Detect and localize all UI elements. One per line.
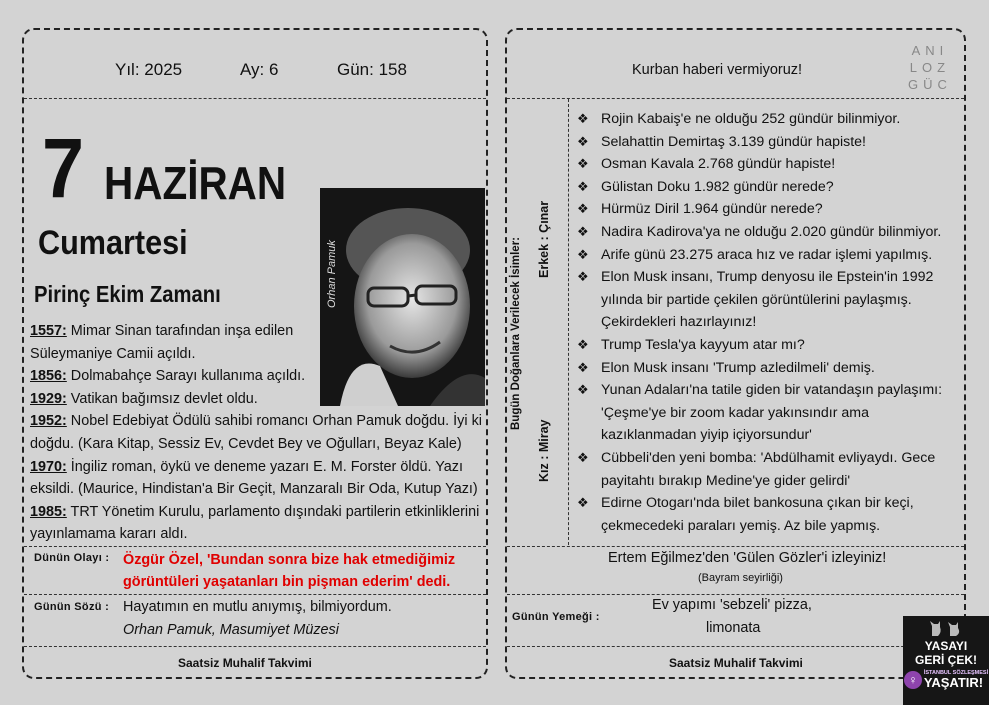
soz-author: Orhan Pamuk, Masumiyet Müzesi (123, 622, 339, 638)
movie-note: (Bayram seyirliği) (698, 572, 783, 584)
left-footer: Saatsiz Muhalif Takvimi (178, 656, 312, 670)
venus-symbol-icon: ♀ (904, 671, 922, 689)
campaign-badge (903, 616, 989, 705)
list-item: ❖ Elon Musk insanı 'Trump azledilmeli' demiş. (573, 357, 958, 380)
day-of-year-label: Gün: 158 (337, 60, 407, 79)
list-item: ❖ Yunan Adaları'na tatile giden bir vatandaşın paylaşımı: 'Çeşme'ye bir zoom kadar yakınsındır ama kazıklanmadan yiyip içiyorsundur' (573, 379, 958, 447)
right-header: Kurban haberi vermiyoruz! (632, 62, 803, 78)
logo-line: LOZ (909, 60, 951, 75)
yemek-line: Ev yapımı 'sebzeli' pizza, (652, 597, 812, 613)
agricultural-note: Pirinç Ekim Zamanı (34, 281, 221, 307)
movie-suggestion: Ertem Eğilmez'den 'Gülen Gözler'i izleyiniz! (608, 550, 887, 566)
divider (507, 546, 964, 547)
event-text: doğdu. (Kara Kitap, Sessiz Ev, Cevdet Bey ve Oğulları, Beyaz Kale) (30, 435, 462, 452)
diamond-bullet-icon: ❖ (577, 359, 589, 375)
boy-name: Erkek : Çınar (537, 200, 551, 278)
event-text: Nobel Edebiyat Ödülü sahibi romancı Orhan Pamuk doğdu. İyi ki (66, 413, 482, 430)
list-item: ❖ Hürmüz Diril 1.964 gündür nerede? (573, 198, 958, 221)
divider (24, 546, 486, 547)
event-year: 1856: (30, 368, 67, 385)
event-text: Dolmabahçe Sarayı kullanıma açıldı. (66, 368, 306, 385)
event-year: 1970: (30, 458, 67, 475)
month-name: HAZİRAN (104, 157, 287, 209)
list-item: ❖ Gülistan Doku 1.982 gündür nerede? (573, 176, 958, 199)
right-footer: Saatsiz Muhalif Takvimi (669, 656, 803, 670)
list-item: ❖ Arife günü 23.275 araca hız ve radar işlemi yapılmış. (573, 244, 958, 267)
year-label: Yıl: 2025 (115, 60, 183, 79)
divider (24, 594, 486, 595)
event-text: Vatikan bağımsız devlet oldu. (66, 390, 258, 407)
weekday: Cumartesi (38, 224, 188, 262)
list-item: ❖ Trump Tesla'ya kayyum atar mı? (573, 334, 958, 357)
news-list (573, 108, 958, 537)
event-year: 1985: (30, 503, 67, 520)
diamond-bullet-icon: ❖ (577, 495, 589, 511)
names-title: Bugün Doğanlara Verilecek İsimler: (510, 236, 522, 430)
diamond-bullet-icon: ❖ (577, 156, 589, 172)
event-text: TRT Yönetim Kurulu, parlamento dışındaki partilerin etkinliklerini (66, 503, 480, 520)
month-label: Ay: 6 (240, 60, 279, 79)
event-text: eksildi. (Maurice, Hindistan'a Bir Geçit, Manzaralı Bir Oda, Kutup Yazı) (30, 481, 478, 498)
list-item: ❖ Rojin Kabaiş'e ne olduğu 252 gündür bilinmiyor. (573, 108, 958, 131)
divider (24, 646, 486, 647)
diamond-bullet-icon: ❖ (577, 449, 589, 465)
list-item: ❖ Cübbeli'den yeni bomba: 'Abdülhamit evliyaydı. Gece payitahtı bırakıp Medine'ye gider gelirdi' (573, 447, 958, 492)
logo-text (908, 42, 952, 93)
list-item: ❖ Selahattin Demirtaş 3.139 gündür hapiste! (573, 131, 958, 154)
diamond-bullet-icon: ❖ (577, 178, 589, 194)
olay-text-line: görüntüleri yaşatanları bin pişman ederim' dedi. (123, 574, 451, 590)
diamond-bullet-icon: ❖ (577, 201, 589, 217)
history-events (30, 320, 485, 546)
diamond-bullet-icon: ❖ (577, 336, 589, 352)
diamond-bullet-icon: ❖ (577, 133, 589, 149)
divider (568, 99, 569, 545)
yemek-line: limonata (706, 620, 761, 636)
yemek-label: Günün Yemeği : (512, 611, 600, 623)
event-item (30, 388, 485, 411)
olay-label: Dünün Olayı : (34, 552, 110, 564)
day-number: 7 (42, 121, 83, 215)
divider (507, 646, 964, 647)
event-text: yayınlamama kararı aldı. (30, 526, 188, 543)
diamond-bullet-icon: ❖ (577, 223, 589, 239)
logo-line: ANI (911, 43, 949, 58)
event-text: İngiliz roman, öykü ve deneme yazarı E. M. Forster öldü. Yazı (66, 458, 463, 475)
event-item (30, 456, 485, 501)
list-item: ❖ Nadira Kadirova'ya ne olduğu 2.020 gündür bilinmiyor. (573, 221, 958, 244)
soz-text: Hayatımın en mutlu anıymış, bilmiyordum. (123, 599, 392, 615)
event-year: 1929: (30, 390, 67, 407)
divider (507, 98, 964, 99)
divider (507, 594, 964, 595)
badge-line: YASAYI (924, 639, 968, 653)
olay-text-line: Özgür Özel, 'Bundan sonra bize hak etmediğimiz (123, 552, 456, 568)
badge-line: İSTANBUL SÖZLEŞMESİ (923, 670, 989, 676)
event-item (30, 365, 485, 388)
event-item (30, 410, 485, 455)
logo-line: GÜC (908, 77, 952, 92)
list-item: ❖ Elon Musk insanı, Trump denyosu ile Epstein'in 1992 yılında bir partide çekilen görüntülerini paylaşmış. Çekirdekleri hazırlayınız! (573, 266, 958, 334)
soz-label: Günün Sözü : (34, 601, 110, 613)
diamond-bullet-icon: ❖ (577, 246, 589, 262)
list-item: ❖ Edirne Otogarı'nda bilet bankosuna çıkan bir keçi, çekmecedeki paraları yemiş. Az bile yapmış. (573, 492, 958, 537)
cats-icon (926, 618, 966, 636)
divider (24, 98, 486, 99)
diamond-bullet-icon: ❖ (577, 269, 589, 285)
event-year: 1557: (30, 323, 67, 339)
girl-name: Kız : Miray (537, 419, 551, 482)
event-text: Mimar Sinan tarafından inşa edilen (66, 323, 294, 339)
diamond-bullet-icon: ❖ (577, 382, 589, 398)
badge-line: GERİ ÇEK! (914, 653, 977, 667)
event-item (30, 501, 485, 546)
list-item: ❖ Osman Kavala 2.768 gündür hapiste! (573, 153, 958, 176)
event-text: Süleymaniye Camii açıldı. (30, 345, 196, 362)
badge-line: YAŞATIR! (923, 675, 984, 690)
diamond-bullet-icon: ❖ (577, 111, 589, 126)
photo-caption: Orhan Pamuk (326, 240, 338, 308)
event-item (30, 320, 485, 365)
event-year: 1952: (30, 413, 67, 430)
